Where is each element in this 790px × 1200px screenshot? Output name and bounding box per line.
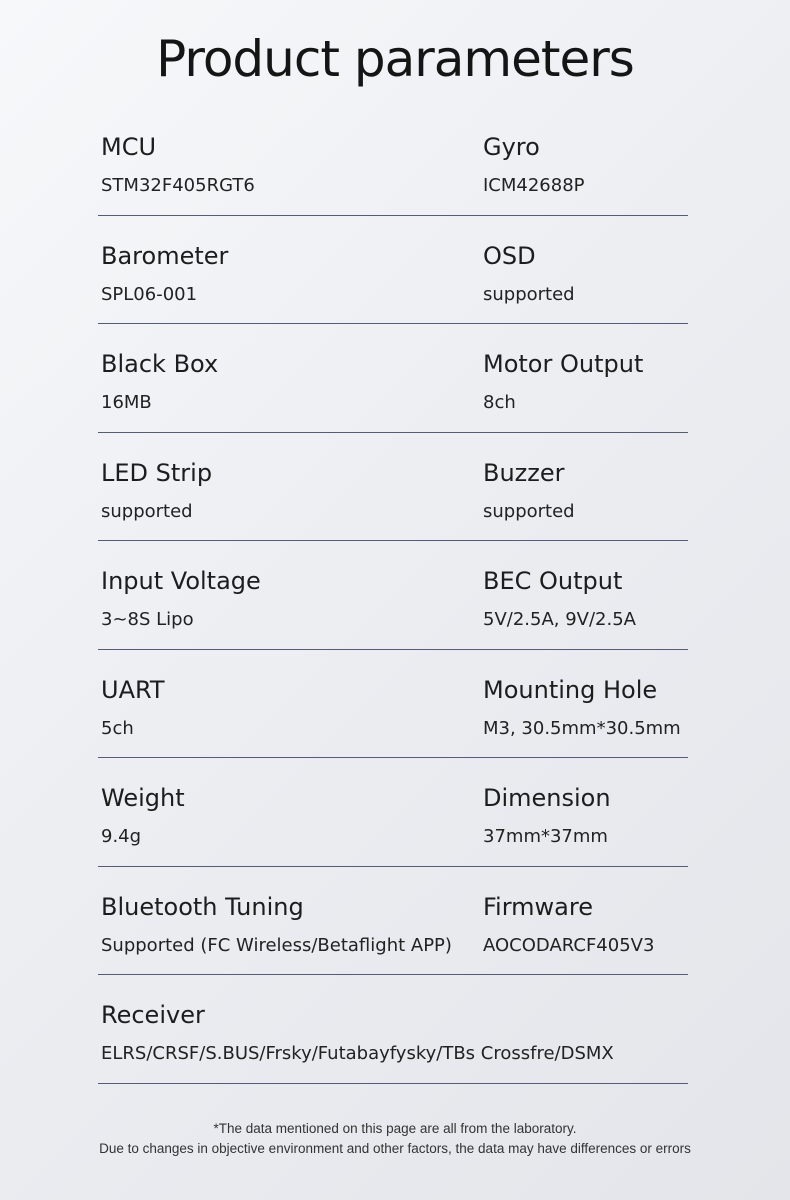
param-label: Gyro <box>483 133 540 161</box>
param-value: ICM42688P <box>483 175 585 196</box>
footnote-line-1: *The data mentioned on this page are all from the laboratory. <box>213 1121 577 1136</box>
param-row <box>98 324 688 433</box>
param-value: Supported (FC Wireless/Betaflight APP) <box>101 934 452 956</box>
param-value: M3, 30.5mm*30.5mm <box>483 717 681 739</box>
param-value: 5V/2.5A, 9V/2.5A <box>483 609 636 630</box>
param-row <box>98 867 688 976</box>
param-label: Input Voltage <box>101 567 261 595</box>
param-value: STM32F405RGT6 <box>101 175 255 196</box>
param-cell <box>483 216 688 324</box>
param-label: Firmware <box>483 892 593 921</box>
param-label: Dimension <box>483 784 611 812</box>
param-label: Black Box <box>101 350 219 378</box>
param-value: supported <box>483 500 575 522</box>
param-row <box>98 758 688 867</box>
param-cell <box>101 975 614 1083</box>
param-cell <box>483 541 688 649</box>
param-cell <box>101 867 481 975</box>
param-label: LED Strip <box>101 458 213 487</box>
param-label: Bluetooth Tuning <box>101 892 304 921</box>
param-label: BEC Output <box>483 567 623 595</box>
param-cell <box>483 867 688 975</box>
param-value: 37mm*37mm <box>483 826 608 847</box>
param-row <box>98 650 688 759</box>
param-label: MCU <box>101 133 157 161</box>
param-label: Buzzer <box>483 458 565 487</box>
param-value: supported <box>101 500 193 522</box>
param-cell <box>101 324 481 432</box>
param-label: OSD <box>483 241 536 270</box>
param-label: UART <box>101 675 165 704</box>
param-value: SPL06-001 <box>101 283 198 305</box>
param-row <box>98 433 688 542</box>
param-label: Barometer <box>101 241 229 270</box>
param-value: 5ch <box>101 717 134 739</box>
param-value: 3~8S Lipo <box>101 609 194 630</box>
param-label: Weight <box>101 784 185 812</box>
page-title: Product parameters <box>156 30 634 88</box>
footnote-line-2: Due to changes in objective environment and other factors, the data may have differences or errors <box>99 1141 691 1156</box>
param-value: 8ch <box>483 392 516 413</box>
param-cell <box>101 216 481 324</box>
param-value: 9.4g <box>101 826 142 847</box>
param-row <box>98 107 688 216</box>
param-cell <box>483 107 688 215</box>
param-cell <box>483 433 688 541</box>
param-cell <box>101 650 481 758</box>
param-row <box>98 216 688 325</box>
parameter-table <box>98 107 688 1084</box>
param-cell <box>101 107 481 215</box>
param-label: Mounting Hole <box>483 675 658 704</box>
param-row <box>98 975 688 1084</box>
param-label: Motor Output <box>483 350 644 378</box>
param-label: Receiver <box>101 1001 205 1029</box>
param-row <box>98 541 688 650</box>
param-cell <box>483 758 688 866</box>
param-value: supported <box>483 283 575 305</box>
param-cell <box>101 433 481 541</box>
param-cell <box>483 650 688 758</box>
param-value: 16MB <box>101 392 152 413</box>
param-cell <box>101 758 481 866</box>
param-value: ELRS/CRSF/S.BUS/Frsky/Futabayfysky/TBs Crossfre/DSMX <box>101 1043 614 1064</box>
param-cell <box>101 541 481 649</box>
param-cell <box>483 324 688 432</box>
param-value: AOCODARCF405V3 <box>483 934 655 956</box>
